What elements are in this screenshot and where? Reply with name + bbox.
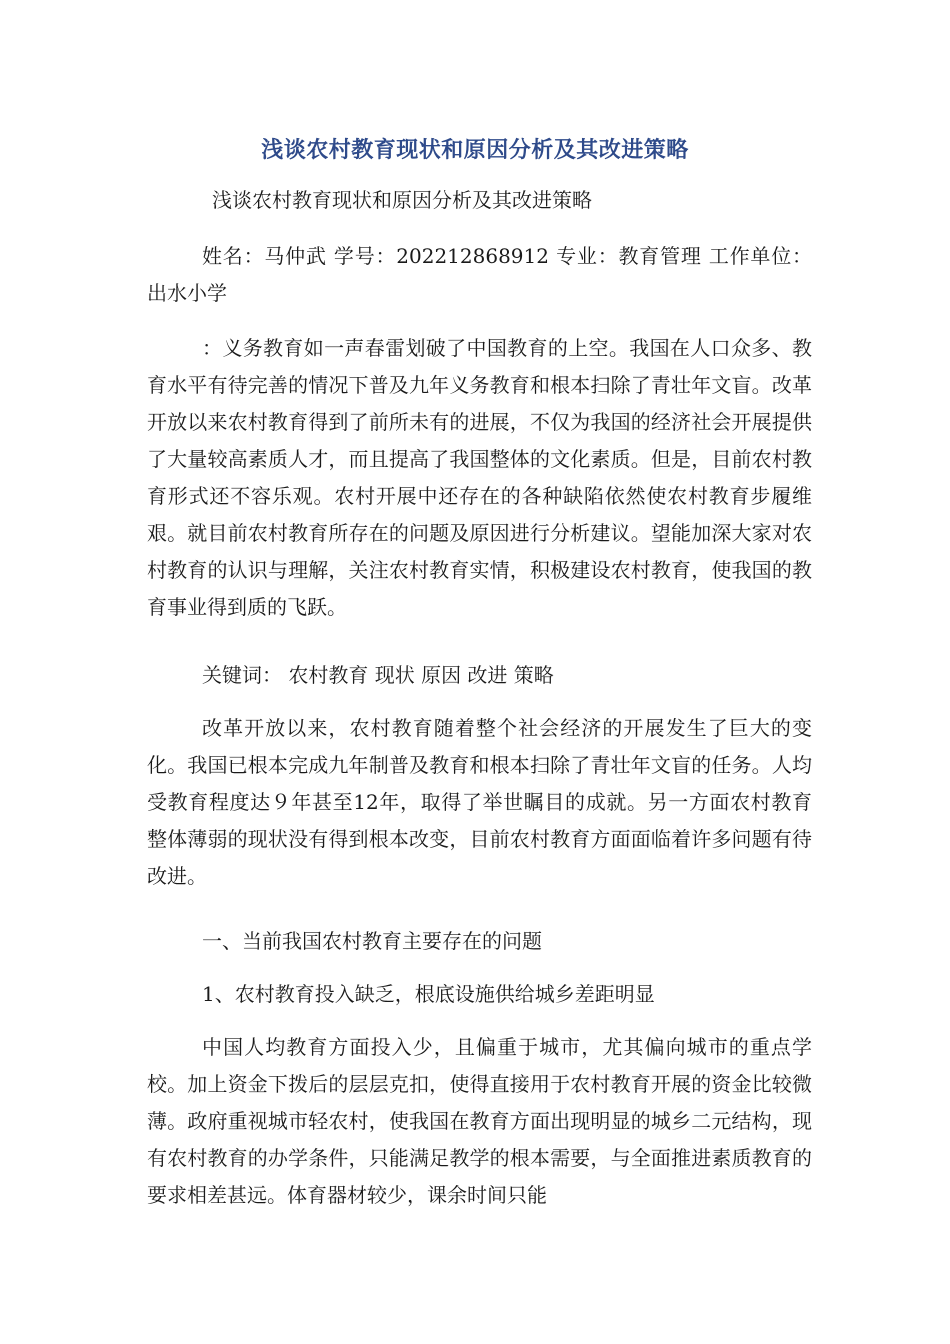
document-subtitle: 浅谈农村教育现状和原因分析及其改进策略 [212, 188, 592, 212]
body-paragraph: 中国人均教育方面投入少，且偏重于城市，尤其偏向城市的重点学校。加上资金下拨后的层层克扣，使得直接用于农村教育开展的资金比较微薄。政府重视城市轻农村，使我国在教育方面出现明显的城乡二元结构，现有农村教育的办学条件，只能满足教学的根本需要，与全面推进素质教育的要求相差甚远。体育器材较少，课余时间只能 [147, 1035, 812, 1207]
keywords-line: 关键词： 农村教育 现状 原因 改进 策略 [202, 663, 554, 687]
document-title: 浅谈农村教育现状和原因分析及其改进策略 [261, 138, 689, 163]
abstract-paragraph: ：义务教育如一声春雷划破了中国教育的上空。我国在人口众多、教育水平有待完善的情况下普及九年义务教育和根本扫除了青壮年文盲。改革开放以来农村教育得到了前所未有的进展，不仅为我国的经济社会开展提供了大量较高素质人才，而且提高了我国整体的文化素质。但是，目前农村教育形式还不容乐观。农村开展中还存在的各种缺陷依然使农村教育步履维艰。就目前农村教育所存在的问题及原因进行分析建议。望能加深大家对农村教育的认识与理解，关注农村教育实情，积极建设农村教育，使我国的教育事业得到质的飞跃。 [147, 336, 812, 619]
author-info: 姓名：马仲武 学号：202212868912 专业：教育管理 工作单位：出水小学 [147, 244, 812, 305]
intro-paragraph: 改革开放以来，农村教育随着整个社会经济的开展发生了巨大的变化。我国已根本完成九年制普及教育和根本扫除了青壮年文盲的任务。人均受教育程度达９年甚至12年，取得了举世瞩目的成就。另一方面农村教育整体薄弱的现状没有得到根本改变，目前农村教育方面面临着许多问题有待改进。 [147, 716, 812, 888]
section-heading: 一、当前我国农村教育主要存在的问题 [202, 929, 542, 953]
subsection-heading: 1、农村教育投入缺乏，根底设施供给城乡差距明显 [202, 982, 655, 1006]
